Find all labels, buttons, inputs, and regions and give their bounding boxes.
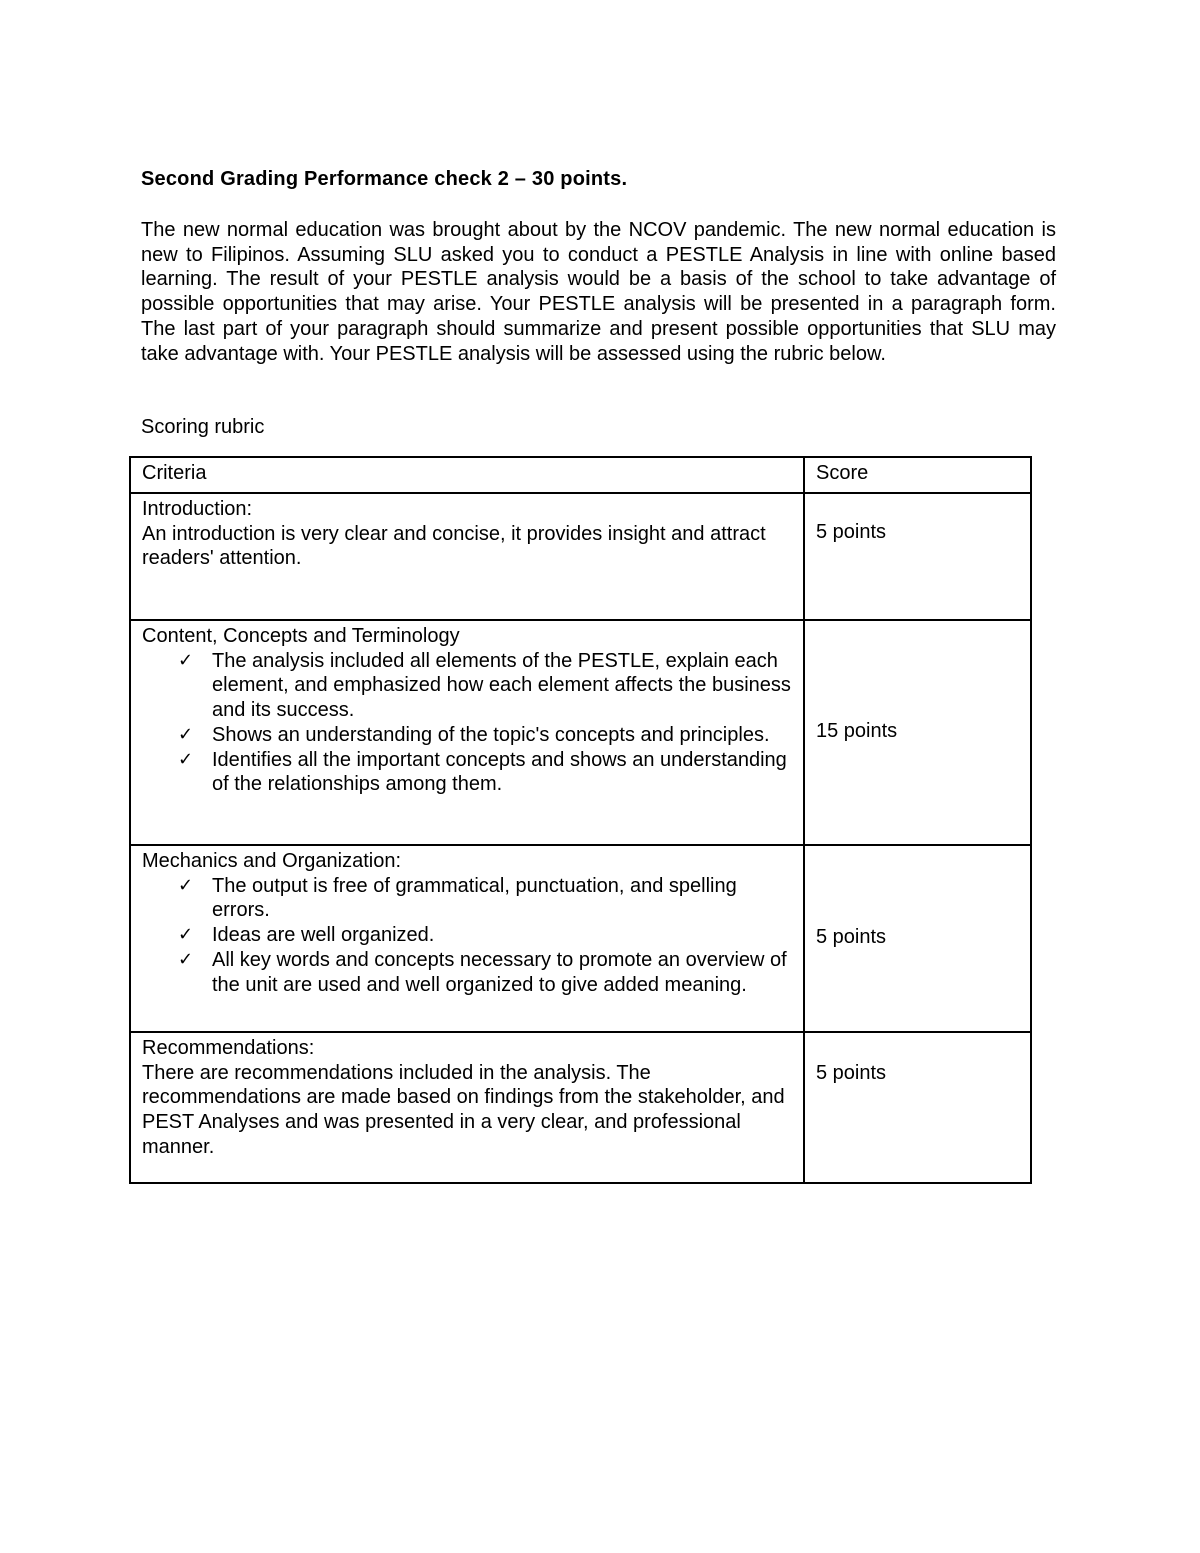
check-icon: ✓: [178, 649, 194, 671]
document-title: Second Grading Performance check 2 – 30 points.: [141, 168, 628, 190]
criteria-cell-content: [130, 620, 804, 845]
list-item-text: Ideas are well organized.: [212, 924, 435, 947]
check-icon: ✓: [178, 748, 194, 770]
intro-paragraph: The new normal education was brought about by the NCOV pandemic. The new normal education is new to Filipinos. Assuming SLU asked you to conduct a PESTLE Analysis in line with online based learning. The result of your PESTLE analysis would be a basis of the school to take advantage of possible opportunities that may arise. Your PESTLE analysis will be presented in a paragraph form. The last part of your paragraph should summarize and present possible opportunities that SLU may take advantage with. Your PESTLE analysis will be assessed using the rubric below.: [141, 219, 1056, 365]
criteria-checklist: [142, 874, 793, 998]
score-cell-recommendations: 5 points: [804, 1032, 1031, 1183]
list-item: [178, 649, 793, 723]
check-icon: ✓: [178, 924, 194, 946]
table-row-recommendations: [130, 1032, 1031, 1183]
table-header-row: [130, 457, 1031, 493]
criteria-heading: Introduction:: [142, 498, 253, 520]
scoring-rubric-table: [129, 456, 1032, 1184]
score-cell-introduction: 5 points: [804, 493, 1031, 620]
table-row-mechanics: [130, 845, 1031, 1032]
score-cell-mechanics: 5 points: [804, 845, 1031, 1032]
criteria-checklist: [142, 649, 793, 797]
criteria-heading: Recommendations:: [142, 1037, 315, 1059]
criteria-cell-introduction: [130, 493, 804, 620]
criteria-heading: Mechanics and Organization:: [142, 850, 402, 872]
table-row-introduction: [130, 493, 1031, 620]
list-item: [178, 874, 793, 923]
check-icon: ✓: [178, 723, 194, 745]
criteria-header: Criteria: [130, 457, 804, 493]
score-header: Score: [804, 457, 1031, 493]
list-item: [178, 948, 793, 997]
list-item-text: The analysis included all elements of the PESTLE, explain each element, and emphasized how each element affects the business and its success.: [212, 649, 791, 722]
list-item-text: Shows an understanding of the topic's concepts and principles.: [212, 723, 770, 746]
list-item: [178, 723, 793, 748]
list-item-text: The output is free of grammatical, punctuation, and spelling errors.: [212, 874, 737, 922]
list-item: [178, 748, 793, 797]
criteria-description: There are recommendations included in the analysis. The recommendations are made based on findings from the stakeholder, and PEST Analyses and was presented in a very clear, and professional manner.: [142, 1061, 785, 1158]
table-row-content: [130, 620, 1031, 845]
rubric-label: Scoring rubric: [141, 416, 265, 438]
check-icon: ✓: [178, 948, 194, 970]
criteria-description: An introduction is very clear and concise, it provides insight and attract readers' attention.: [142, 522, 766, 570]
criteria-cell-mechanics: [130, 845, 804, 1032]
criteria-heading: Content, Concepts and Terminology: [142, 625, 460, 647]
list-item-text: Identifies all the important concepts and shows an understanding of the relationships among them.: [212, 748, 787, 796]
check-icon: ✓: [178, 874, 194, 896]
criteria-cell-recommendations: [130, 1032, 804, 1183]
list-item: [178, 923, 793, 948]
score-cell-content: 15 points: [804, 620, 1031, 845]
list-item-text: All key words and concepts necessary to promote an overview of the unit are used and well organized to give added meaning.: [212, 948, 787, 996]
